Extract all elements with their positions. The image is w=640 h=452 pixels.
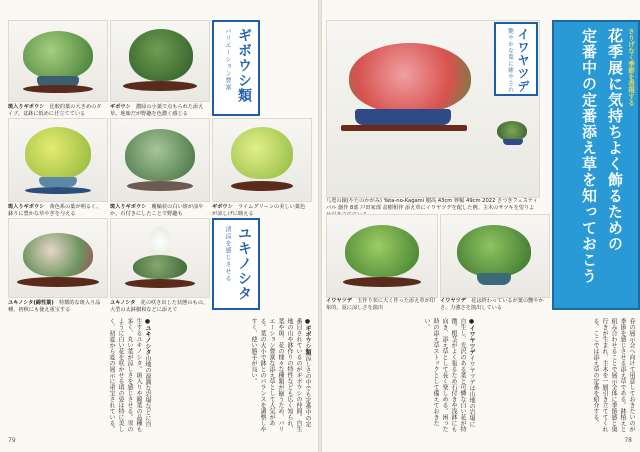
subtitle: バリエーション豊富 [224,28,231,91]
right-page [322,0,640,452]
photo-iwayatsude-1 [326,214,438,298]
photo-hosta-3 [8,118,108,202]
photo-saxifrage-1 [8,218,108,298]
plant [457,225,531,277]
stand [23,85,93,93]
photo-saxifrage-2 [110,218,210,298]
banner-title-line2: 定番中の定番添え草を知っておこう [580,28,598,284]
title: ギボウシ類 [236,28,252,103]
photo-hosta-1 [8,20,108,102]
accent-pot [503,139,523,145]
subtitle: 清涼を感じさせる [224,226,231,282]
stone [127,181,193,191]
section-title-saxifrage [212,218,260,310]
caption-iwayatsude-1: イワヤツデ 玉作り状に大く作った添え草が印象的。夏に涼しさを演出 [326,298,435,311]
plant [129,29,193,81]
caption-iwayatsude-2: イワヤツデ 花は終わっているが葉の艶やかさ、力強さを演出している [440,298,544,311]
banner-title-line1: 花季展に気持ちよく飾るための [606,28,624,252]
caption-4: 斑入りギボウシ 覆輪状の白い斑が涼やか。石付きにしたことで野趣も [110,204,204,217]
title: イワヤツデ [516,28,530,93]
stand [231,181,293,191]
section-title-hosta [212,20,260,116]
plant [23,233,93,277]
plant [345,225,419,277]
feature-banner [552,20,640,310]
flower [149,227,171,257]
plant [25,127,91,179]
plant [23,31,93,79]
paragraph: イワヤツデは山地の岩場に自生し、光沢のある葉と可憐な白い花が特徴。根茎がよく張るため石付きや浅鉢にも向き、添え草として長く楽しめる。困った時の添え草ストックとして備えておきたい。 [423,318,475,432]
caption-7: ユキノシタ 花の咲き出した状態のもの。大型の太鉢樹和などに添えて [110,300,208,313]
caption-5: ギボウシ ライムグリーンの美しい葉色が涼しげに映える [212,204,306,217]
accent-plant [497,121,527,141]
pot [477,273,511,285]
page-number: 78 [624,437,632,444]
photo-hosta-5 [212,118,312,202]
stand [343,277,421,287]
heading: ●ユキノシタ [144,318,151,355]
paragraph: 春の展示会へ向けて用意しておきたいのが季節を感じさせる添え草である。鉢植えと組み合わせることで展示全体に季節感と奥行きが生まれ、主木を一層引き立ててくれる。ここでは添え草の定番を紹介する。 [592,318,635,432]
photo-iwayatsude-2 [440,214,550,298]
title: ユキノシタ [236,226,252,301]
stand [25,187,91,194]
photo-hosta-4 [110,118,210,202]
body-saxifrage [8,318,152,432]
paragraph: 山地の湿潤な岩場などに自生するユキノシタ。斑入りや錦葉の品種も多く、丸い葉が涼しさを感じさせる。雪のように白い花を咲かせる頃の姿は特に美しく、初夏から夏の展示に重宝されている。 [108,318,151,432]
stand [125,279,195,288]
body-intro [482,318,636,432]
body-iwayatsude [326,318,476,432]
pot [355,109,451,125]
bonsai-caption: 八咫の鏡(やたのかがみ) Yata-no-Kagami 樹高 43cm 幹幅 49cm 2022 さつきフェスティバル 創作 8部 戸田家部 盆樹相伴 添え草にイワヤツデを配した例。主木のサツキを望りよ [326,198,538,211]
azalea-canopy [349,43,471,113]
page-number: 79 [8,437,16,444]
stand [123,81,197,91]
plant [231,127,293,179]
left-page [0,0,318,452]
pot [39,177,77,187]
subtitle: 艶やかな葉に癒やされ [507,28,513,93]
photo-hosta-2 [110,20,210,102]
stand [17,277,99,287]
caption-3: 斑入りギボウシ 黄色系の葉が明るく、鉢りに豊かな草やぎを与える [8,204,102,217]
plant [133,255,187,279]
display-table [341,125,467,131]
caption-2: ギボウシ 濃緑の小葉で点もられた添え草。地味だが野趣を色濃く感じる [110,104,204,117]
caption-1: 斑入りギボウシ 比較的葉の大きめのタイプ。盆鉢に低めに仕立てている [8,104,102,117]
heading: ●ギボウシ類 [304,318,311,355]
banner-subtitle: さりげなく季節を表現する [627,28,635,106]
plant [125,129,195,181]
section-title-iwayatsude [494,22,538,96]
caption-6: ユキノシタ(錦性葉) 特徴的な斑入り品種。初秋にも使え重宝する [8,300,101,313]
heading: ●イワヤツデ [468,318,475,355]
paragraph: 涼しさの中でも定番中の定番目されているのがギボウシの仲間。自生地の山や鉢作りの特性なども広く知られ、葉や斑、花の様々な種類が揃うため、バリエーション豊富な添え草として人気がある。葉の大小で鉢とのバランスを調整しやすく、使い勝手が良い。 [250,318,311,432]
body-hosta [156,318,312,432]
